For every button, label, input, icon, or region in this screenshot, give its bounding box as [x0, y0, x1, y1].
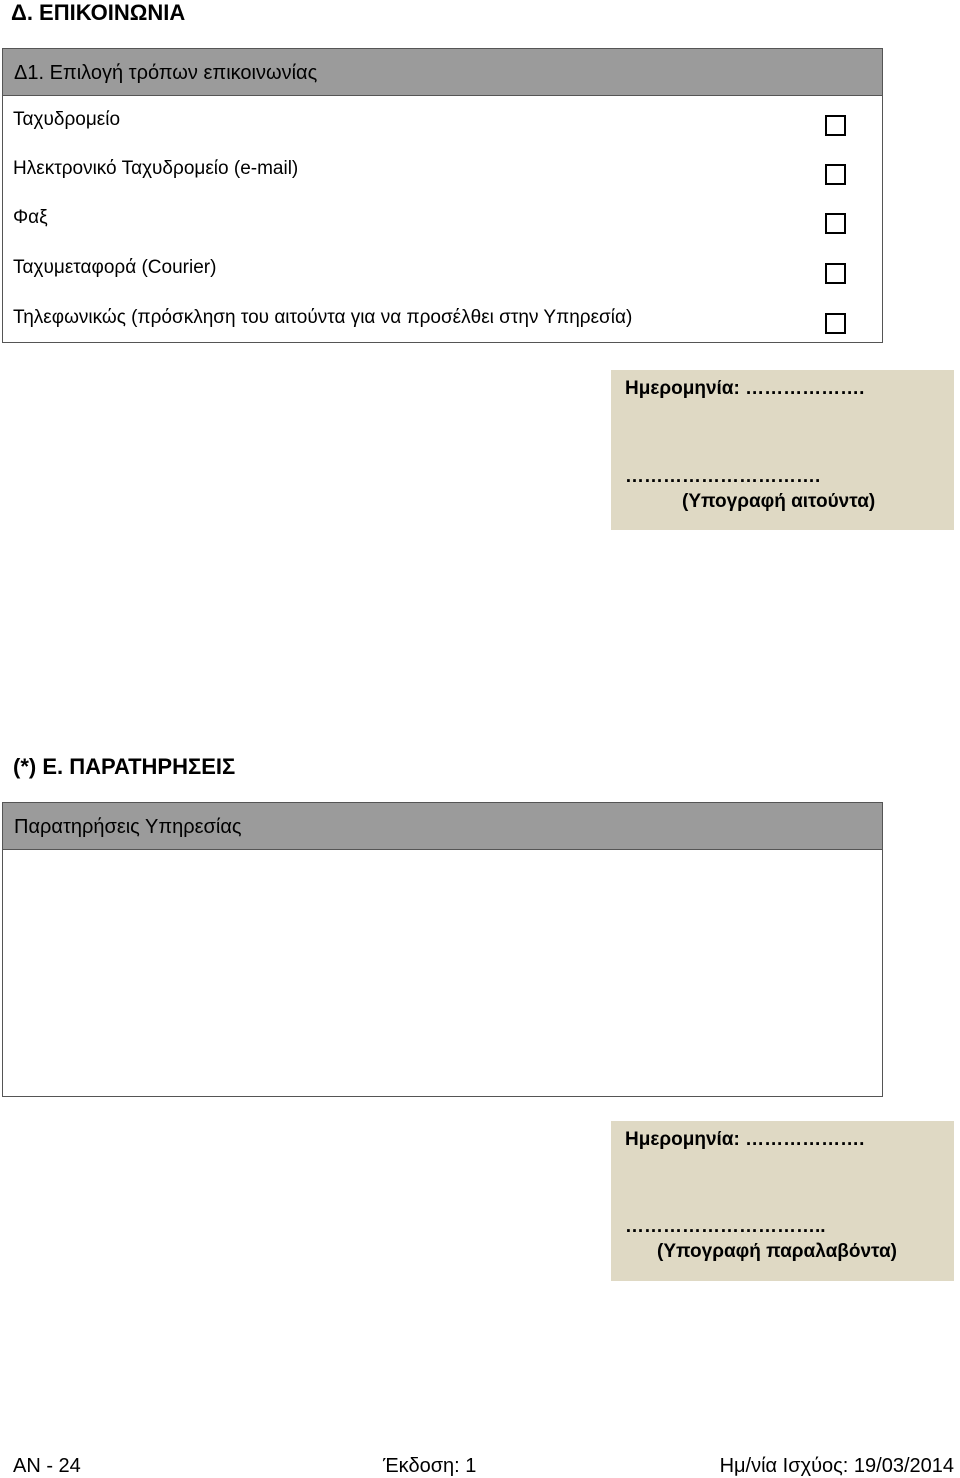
checkbox-post[interactable]	[825, 115, 846, 136]
footer-effective-date: Ημ/νία Ισχύος: 19/03/2014	[719, 1455, 954, 1477]
applicant-signature-caption: (Υπογραφή αιτούντα)	[682, 491, 876, 512]
option-label-fax: Φαξ	[13, 207, 48, 228]
remarks-area[interactable]	[3, 850, 882, 1096]
checkbox-email[interactable]	[825, 164, 846, 185]
receiver-signature-caption: (Υπογραφή παραλαβόντα)	[657, 1241, 897, 1262]
option-label-email: Ηλεκτρονικό Ταχυδρομείο (e-mail)	[13, 158, 299, 179]
option-label-courier: Ταχυμεταφορά (Courier)	[13, 257, 217, 278]
footer-code: ΑΝ - 24	[13, 1455, 81, 1477]
remarks-header: Παρατηρήσεις Υπηρεσίας	[3, 803, 882, 850]
receiver-date-label: Ημερομηνία: ……………….	[625, 1129, 865, 1150]
contact-methods-table	[2, 48, 883, 343]
section-e-title: (*) Ε. ΠΑΡΑΤΗΡΗΣΕΙΣ	[13, 754, 236, 779]
applicant-date-label: Ημερομηνία: ……………….	[625, 378, 865, 399]
checkbox-fax[interactable]	[825, 213, 846, 234]
section-d-title: Δ. ΕΠΙΚΟΙΝΩΝΙΑ	[11, 0, 186, 25]
contact-methods-header: Δ1. Επιλογή τρόπων επικοινωνίας	[3, 49, 882, 96]
remarks-table	[2, 802, 883, 1097]
option-label-phone: Τηλεφωνικώς (πρόσκληση του αιτούντα για να προσέλθει στην Υπηρεσία)	[13, 307, 633, 328]
option-label-post: Ταχυδρομείο	[13, 109, 121, 130]
applicant-signature-line: ………………………….	[625, 466, 821, 487]
receiver-signature-line: …………………………..	[625, 1216, 826, 1237]
checkbox-courier[interactable]	[825, 263, 846, 284]
footer-version: Έκδοση: 1	[383, 1455, 477, 1477]
checkbox-phone[interactable]	[825, 313, 846, 334]
